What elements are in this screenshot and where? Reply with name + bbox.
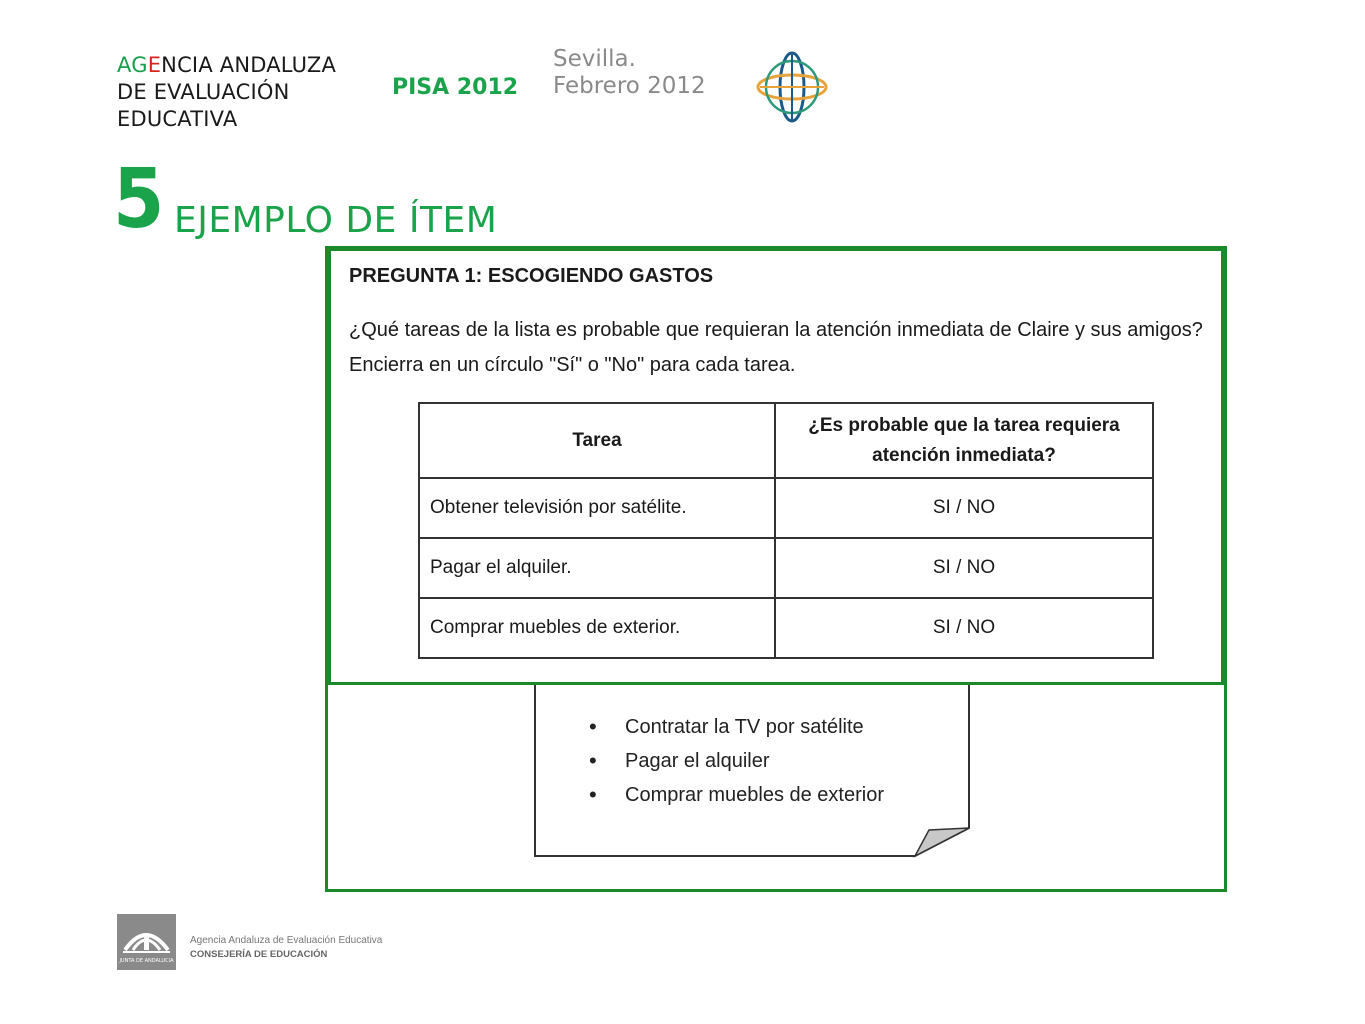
header-task: Tarea — [419, 403, 775, 478]
task-cell: Obtener televisión por satélite. — [419, 478, 775, 538]
list-item: • Comprar muebles de exterior — [589, 780, 884, 814]
note-list — [589, 712, 884, 814]
section-title: EJEMPLO DE ÍTEM — [174, 200, 498, 241]
table-header-row — [419, 403, 1153, 478]
answer-cell[interactable]: SI / NO — [775, 478, 1153, 538]
question-title: PREGUNTA 1: ESCOGIENDO GASTOS — [349, 265, 714, 287]
city-text: Sevilla. — [553, 46, 636, 72]
task-cell: Comprar muebles de exterior. — [419, 598, 775, 658]
date-text: Febrero 2012 — [553, 73, 706, 99]
question-box — [328, 248, 1224, 685]
table-row — [419, 478, 1153, 538]
question-text: ¿Qué tareas de la lista es probable que requieran la atención inmediata de Claire y sus amigos? Encierra en un círculo "Sí" o "No" para cada tarea. — [349, 319, 1203, 376]
table-row — [419, 598, 1153, 658]
answer-cell[interactable]: SI / NO — [775, 538, 1153, 598]
section-number: 5 — [113, 152, 165, 247]
table-row — [419, 538, 1153, 598]
list-item: • Pagar el alquiler — [589, 746, 884, 780]
junta-logo-icon — [117, 914, 176, 970]
footer-line-1: Agencia Andaluza de Evaluación Educativa — [190, 935, 383, 946]
globe-logo-icon — [755, 50, 829, 124]
agency-line-1: AGENCIA ANDALUZA — [117, 53, 337, 77]
question-table — [418, 402, 1154, 659]
agency-line-2: DE EVALUACIÓN — [117, 80, 290, 104]
agency-name — [117, 52, 336, 133]
task-cell: Pagar el alquiler. — [419, 538, 775, 598]
pisa-label: PISA 2012 — [392, 75, 519, 100]
header-answer: ¿Es probable que la tarea requiera atención inmediata? — [775, 403, 1153, 478]
footer-institution — [190, 934, 382, 962]
agency-line-3: EDUCATIVA — [117, 107, 238, 131]
footer-line-2: CONSEJERÍA DE EDUCACIÓN — [190, 949, 328, 960]
location-date — [553, 46, 706, 100]
logo-text: JUNTA DE ANDALUCIA — [119, 958, 174, 964]
answer-cell[interactable]: SI / NO — [775, 598, 1153, 658]
list-item: • Contratar la TV por satélite — [589, 712, 884, 746]
